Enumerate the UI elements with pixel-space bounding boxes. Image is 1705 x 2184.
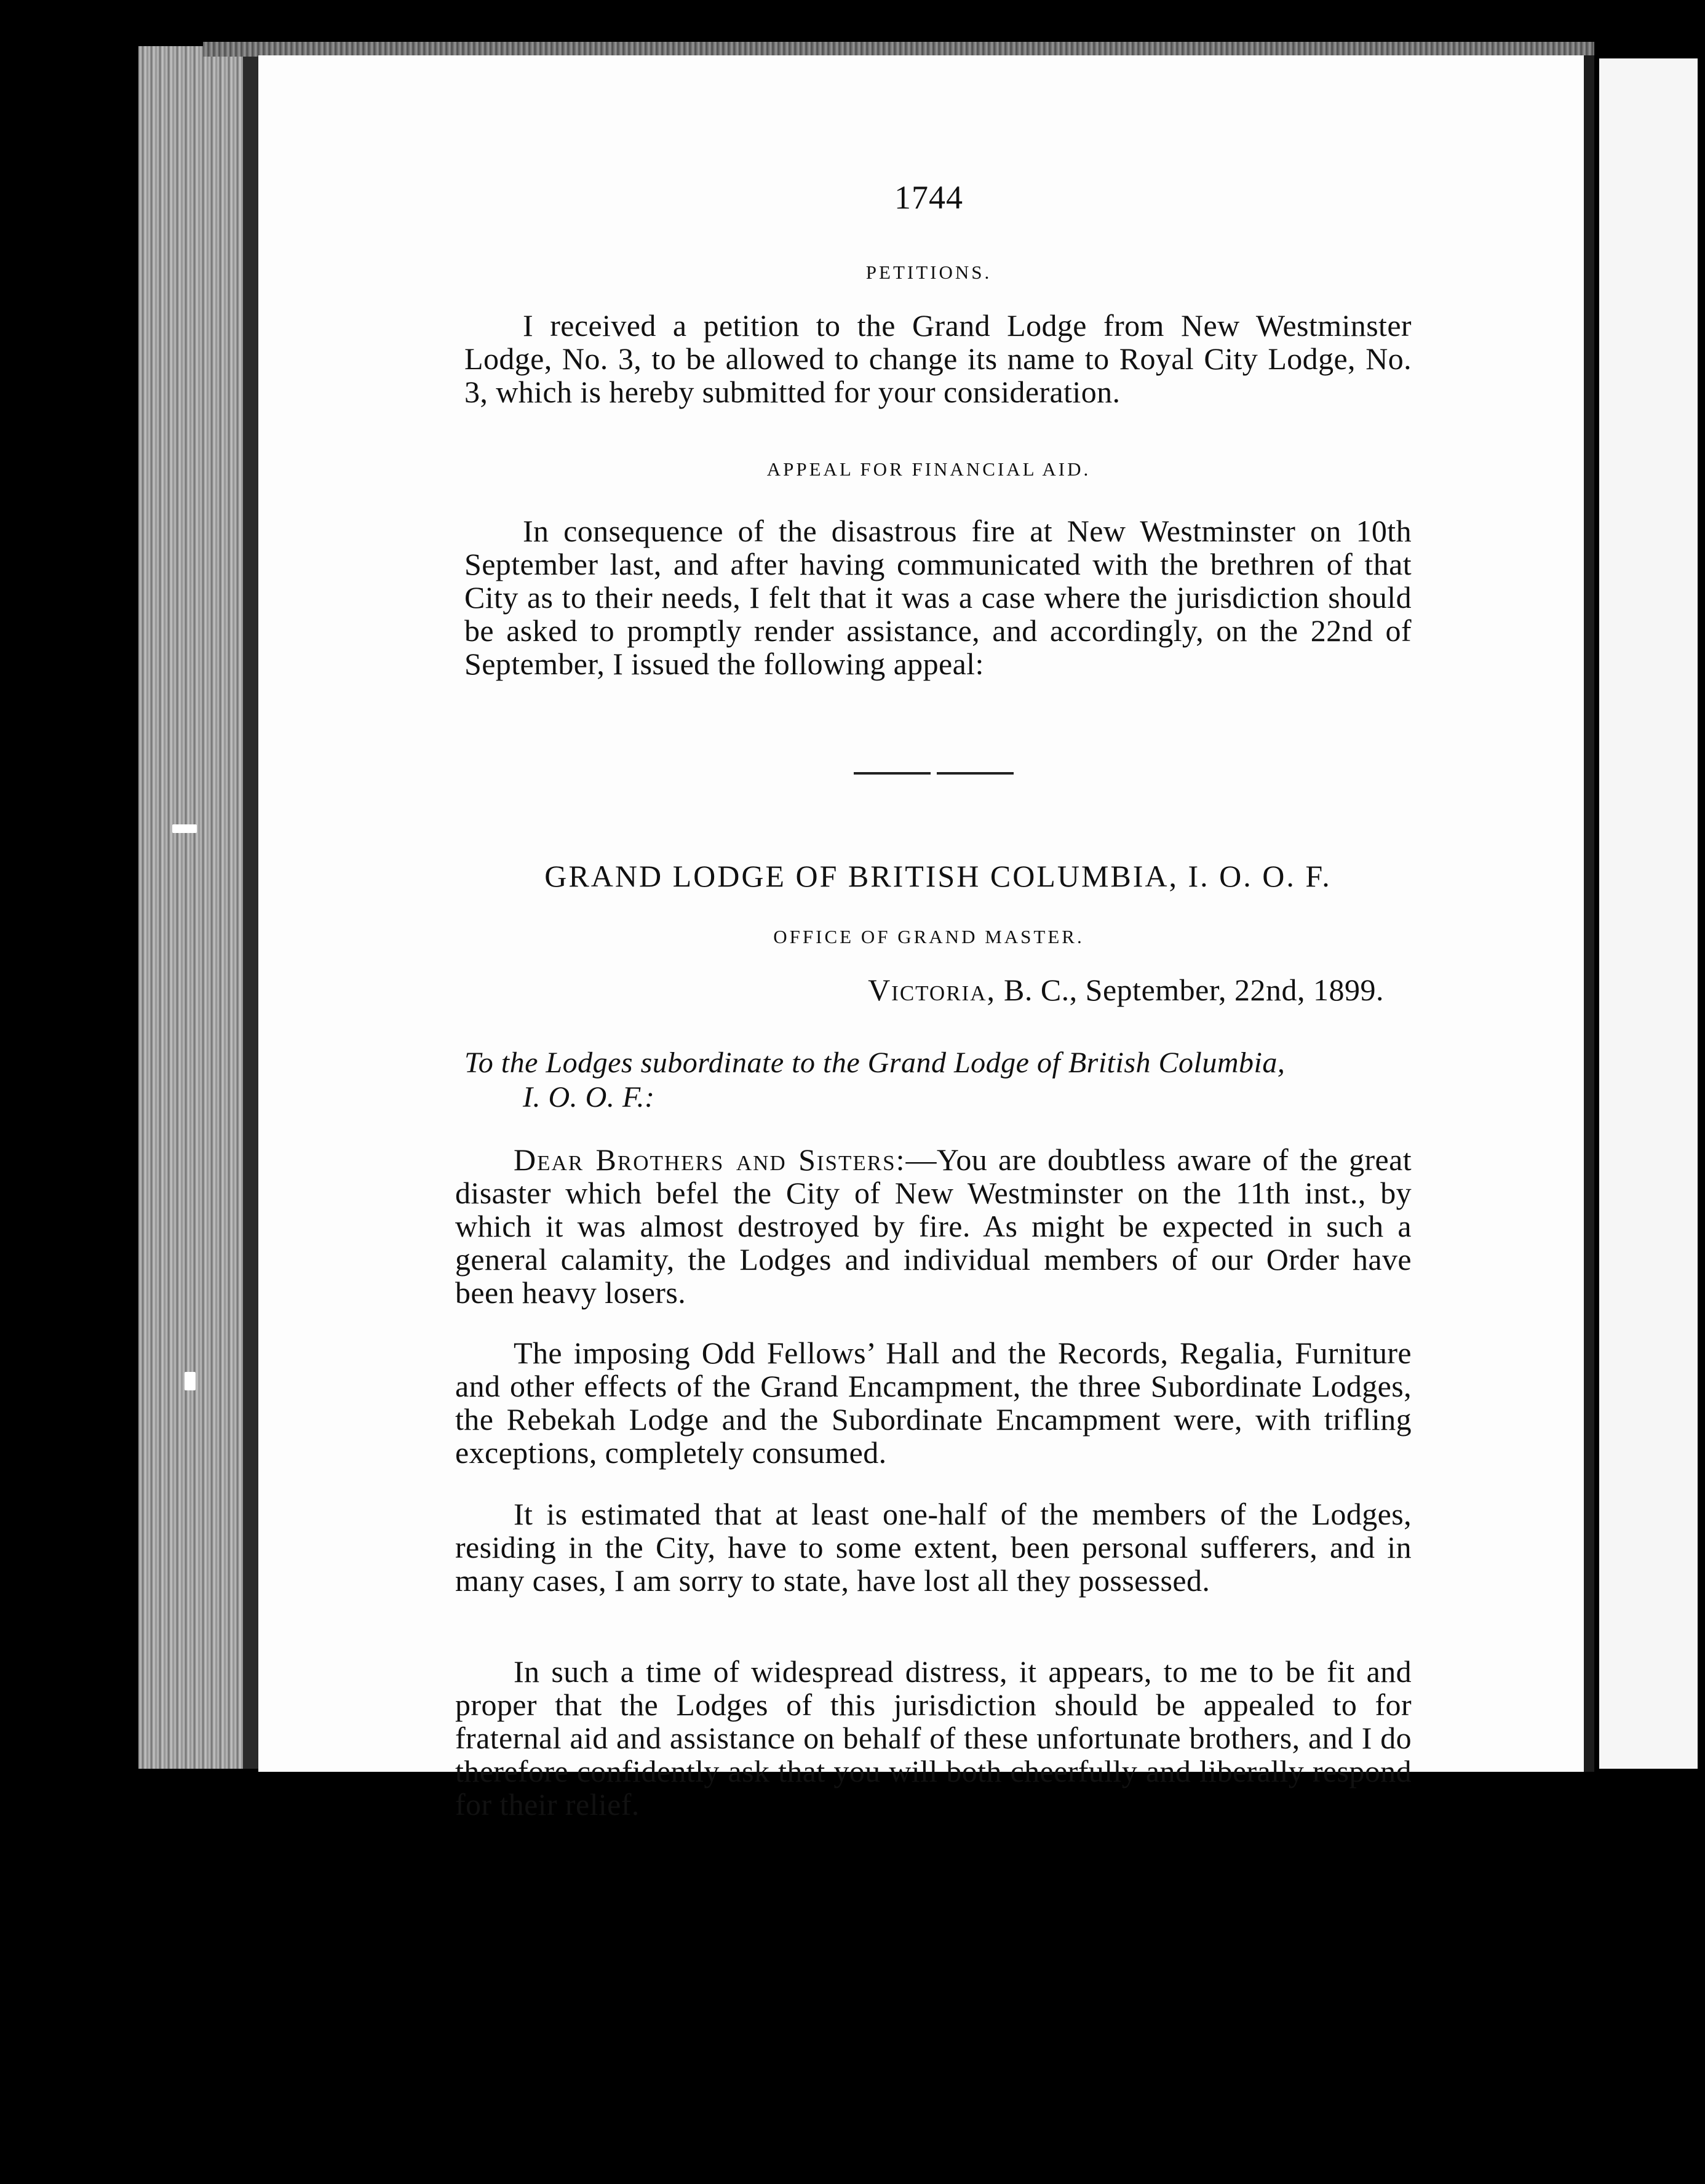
letter-paragraph-text: —You are doubtless aware of the great disaster which befel the City of New Westminster on the 11th inst., by which it was almost destroyed by fire. As might be expected in such a general calamity, the Lodges and individual members of our Order have been heavy losers. <box>455 1142 1412 1310</box>
letter-paragraph: In such a time of widespread distress, it appears, to me to be fit and proper that the Lodges of this jurisdiction should be appealed to for fraternal aid and assistance on behalf of these unfortunate brothers, and I do therefore confidently ask that you will both cheerfully and liberally respond for their relief. <box>455 1654 1412 1822</box>
next-page-sliver <box>1599 58 1698 1769</box>
letter-dateline <box>464 972 1384 1008</box>
scan-artifact <box>185 1372 196 1390</box>
letter-paragraph: The imposing Odd Fellows’ Hall and the Records, Regalia, Furniture and other effects of the Grand Encampment, the three Subordinate Lodges, the Rebekah Lodge and the Subordinate Encampment were, with trifling exceptions, completely consumed. <box>455 1336 1412 1470</box>
page-number: 1744 <box>894 179 963 216</box>
dateline-place: Victoria, <box>868 973 996 1007</box>
scan-artifact <box>172 824 197 833</box>
petitions-heading: PETITIONS. <box>865 261 992 283</box>
page-right-edge <box>1584 55 1594 1772</box>
book-top-edge <box>203 42 1594 57</box>
salutation-line: To the Lodges subordinate to the Grand Lodge of British Columbia, <box>464 1046 1286 1079</box>
appeal-heading: APPEAL FOR FINANCIAL AID. <box>766 458 1091 480</box>
petitions-paragraph: I received a petition to the Grand Lodge from New Westminster Lodge, No. 3, to be allowed to change its name to Royal City Lodge, No. 3, which is hereby submitted for your consideration. <box>464 308 1412 409</box>
letter-heading: GRAND LODGE OF BRITISH COLUMBIA, I. O. O. F. <box>544 859 1332 893</box>
letter-paragraph <box>455 1143 1412 1309</box>
section-divider <box>854 772 1014 775</box>
letter-greeting: Dear Brothers and Sisters: <box>514 1142 906 1177</box>
dateline-date: B. C., September, 22nd, 1899. <box>1003 973 1384 1007</box>
letter-office: OFFICE OF GRAND MASTER. <box>773 926 1084 947</box>
letter-paragraph: It is estimated that at least one-half of the members of the Lodges, residing in the City, have to some extent, been personal sufferers, and in many cases, I am sorry to state, have lost all they possessed. <box>455 1497 1412 1598</box>
letter-salutation <box>464 1046 1412 1115</box>
salutation-line: I. O. O. F.: <box>523 1081 655 1114</box>
appeal-paragraph: In consequence of the disastrous fire at New Westminster on 10th September last, and after having communicated with the brethren of that City as to their needs, I felt that it was a case where the jurisdiction should be asked to promptly render assistance, and accordingly, on the 22nd of September, I issued the following appeal: <box>464 514 1412 681</box>
